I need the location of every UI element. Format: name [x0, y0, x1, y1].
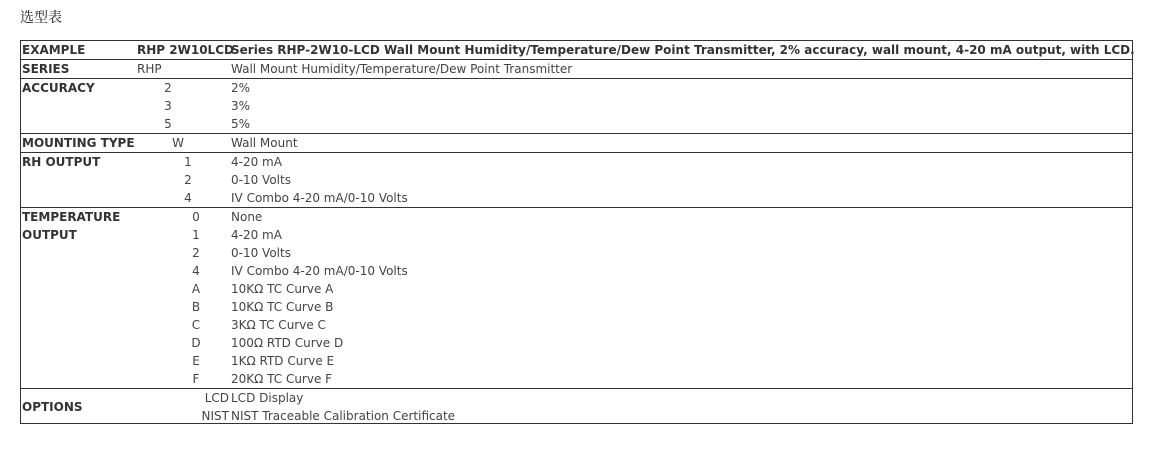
accuracy-description: 2%: [231, 81, 251, 95]
accuracy-description: 3%: [231, 99, 251, 113]
options-code: NIST: [201, 409, 229, 423]
page-title: 选型表: [20, 10, 62, 26]
temperature-output-description: 20KΩ TC Curve F: [231, 372, 333, 386]
example-code: RHP 2W10LCD: [137, 43, 234, 57]
example-section: [21, 41, 1135, 59]
options-section: [21, 388, 1132, 425]
temperature-output-section: [21, 207, 1132, 388]
temperature-output-code: B: [191, 300, 201, 314]
temperature-output-code: 1: [192, 228, 200, 242]
options-label: OPTIONS: [22, 400, 83, 414]
temperature-output-description: 100Ω RTD Curve D: [231, 336, 344, 350]
rh-output-section: [21, 152, 1132, 208]
accuracy-code: 3: [164, 99, 172, 113]
temperature-output-description: 10KΩ TC Curve A: [231, 282, 334, 296]
temperature-output-description: 1KΩ RTD Curve E: [231, 354, 335, 368]
options-code: LCD: [204, 391, 229, 405]
accuracy-section: [21, 78, 1132, 133]
rh-output-description: 0-10 Volts: [231, 173, 291, 187]
example-label: EXAMPLE: [22, 43, 86, 57]
temperature-output-description: 0-10 Volts: [231, 246, 291, 260]
series-label: SERIES: [22, 62, 70, 76]
rh-output-code: 4: [184, 191, 192, 205]
rh-output-code: 1: [184, 155, 192, 169]
temperature-output-description: 10KΩ TC Curve B: [231, 300, 334, 314]
mounting-type-section: [21, 133, 1132, 152]
series-description: Wall Mount Humidity/Temperature/Dew Point Transmitter: [231, 62, 573, 76]
temperature-output-description: 3KΩ TC Curve C: [231, 318, 326, 332]
rh-output-code: 2: [184, 173, 192, 187]
temperature-output-description: 4-20 mA: [231, 228, 282, 242]
temperature-output-code: F: [192, 372, 200, 386]
temperature-output-code: 0: [192, 210, 200, 224]
rh-output-description: 4-20 mA: [231, 155, 282, 169]
temperature-output-code: 2: [192, 246, 200, 260]
temperature-output-code: A: [191, 282, 201, 296]
options-description: LCD Display: [231, 391, 304, 405]
rh-output-label: RH OUTPUT: [22, 155, 101, 169]
temperature-output-code: 4: [192, 264, 200, 278]
temperature-output-code: D: [191, 336, 201, 350]
mounting-type-code: W: [172, 136, 184, 150]
example-description: Series RHP-2W10-LCD Wall Mount Humidity/Temperature/Dew Point Transmitter, 2% accuracy, wall mount, 4-20 mA output, with LCD.: [231, 43, 1135, 57]
temperature-output-code: E: [192, 354, 200, 368]
series-section: [21, 59, 1132, 78]
mounting-type-label: MOUNTING TYPE: [22, 136, 135, 150]
temperature-output-description: None: [231, 210, 263, 224]
temperature-output-label: OUTPUT: [22, 228, 77, 242]
accuracy-code: 5: [164, 117, 172, 131]
mounting-type-description: Wall Mount: [231, 136, 298, 150]
accuracy-description: 5%: [231, 117, 251, 131]
options-description: NIST Traceable Calibration Certificate: [231, 409, 456, 423]
temperature-output-description: IV Combo 4-20 mA/0-10 Volts: [231, 264, 408, 278]
series-code: RHP: [137, 62, 162, 76]
model-selection-table: [20, 40, 1133, 424]
temperature-output-code: C: [191, 318, 201, 332]
accuracy-label: ACCURACY: [22, 81, 95, 95]
accuracy-code: 2: [164, 81, 172, 95]
rh-output-description: IV Combo 4-20 mA/0-10 Volts: [231, 191, 408, 205]
temperature-output-label: TEMPERATURE: [22, 210, 121, 224]
